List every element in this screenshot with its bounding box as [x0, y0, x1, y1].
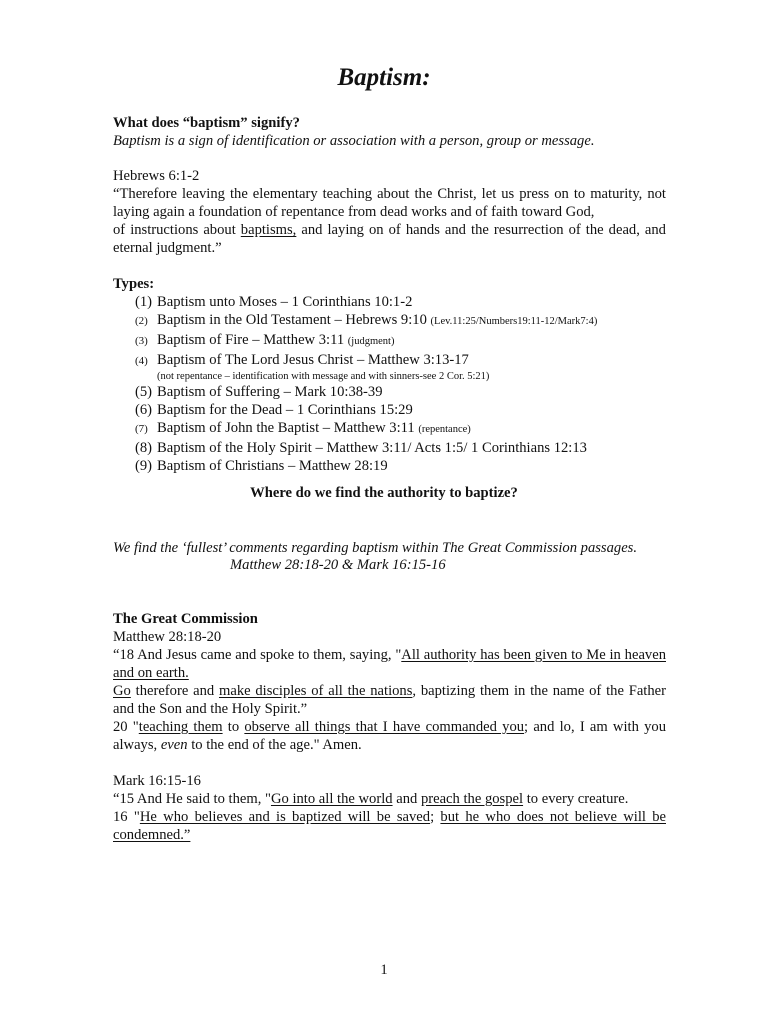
list-item: (7) Baptism of John the Baptist – Matthew 3:11 (repentance) [135, 420, 471, 436]
commission-heading: The Great Commission [113, 611, 258, 627]
authority-refs: Matthew 28:18-20 & Mark 16:15-16 [230, 557, 446, 573]
hebrews-baptisms-underlined: baptisms, [240, 222, 297, 238]
mark-ref: Mark 16:15-16 [113, 773, 201, 789]
authority-comment: We find the ‘fullest’ comments regarding baptism within The Great Commission passages. [113, 540, 638, 556]
hebrews-line2b: and laying on of hands and the resurrection of the dead, and eternal judgment.” [113, 222, 666, 256]
signify-section [113, 114, 666, 150]
hebrews-line2a: of instructions about [113, 222, 241, 238]
page-number: 1 [380, 962, 388, 978]
hebrews-ref: Hebrews 6:1-2 [113, 168, 200, 184]
signify-answer: Baptism is a sign of identification or association with a person, group or message. [113, 133, 595, 149]
great-commission-section [113, 610, 666, 844]
authority-question: Where do we find the authority to baptize? [250, 485, 518, 501]
types-list [135, 293, 695, 475]
matthew-verse-19: Go therefore and make disciples of all the nations, baptizing them in the name of the Father and the Son and the Holy Spirit.” [113, 683, 666, 717]
hebrews-quote [113, 185, 666, 257]
matthew-verse-18: “18 And Jesus came and spoke to them, saying, "All authority has been given to Me in heaven and on earth. [113, 647, 666, 681]
list-item: (8) Baptism of the Holy Spirit – Matthew 3:11/ Acts 1:5/ 1 Corinthians 12:13 [135, 440, 587, 456]
signify-question: What does “baptism” signify? [113, 115, 300, 131]
hebrews-line1: “Therefore leaving the elementary teaching about the Christ, let us press on to maturity, not laying again a foundation of repentance from dead works and of faith toward God, [113, 186, 666, 220]
list-item: (5) Baptism of Suffering – Mark 10:38-39 [135, 384, 383, 400]
list-item-note: (not repentance – identification with message and with sinners-see 2 Cor. 5:21) [157, 371, 490, 382]
page-title: Baptism: [337, 64, 431, 91]
types-heading: Types: [113, 276, 155, 292]
mark-verse-15: “15 And He said to them, "Go into all the world and preach the gospel to every creature. [113, 791, 629, 807]
list-item: (3) Baptism of Fire – Matthew 3:11 (judgment) [135, 332, 395, 348]
list-item: (1) Baptism unto Moses – 1 Corinthians 10:1-2 [135, 294, 413, 310]
list-item: (9) Baptism of Christians – Matthew 28:19 [135, 458, 388, 474]
list-item: (2) Baptism in the Old Testament – Hebrews 9:10 (Lev.11:25/Numbers19:11-12/Mark7:4) [135, 312, 598, 328]
mark-verse-16: 16 "He who believes and is baptized will be saved; but he who does not believe will be condemned.” [113, 809, 666, 843]
matthew-verse-20: 20 "teaching them to observe all things that I have commanded you; and lo, I am with you always, even to the end of the age." Amen. [113, 719, 666, 753]
hebrews-section [113, 167, 666, 257]
matthew-ref: Matthew 28:18-20 [113, 629, 222, 645]
list-item: (4) Baptism of The Lord Jesus Christ – Matthew 3:13-17 [135, 352, 469, 368]
list-item: (6) Baptism for the Dead – 1 Corinthians 15:29 [135, 402, 413, 418]
